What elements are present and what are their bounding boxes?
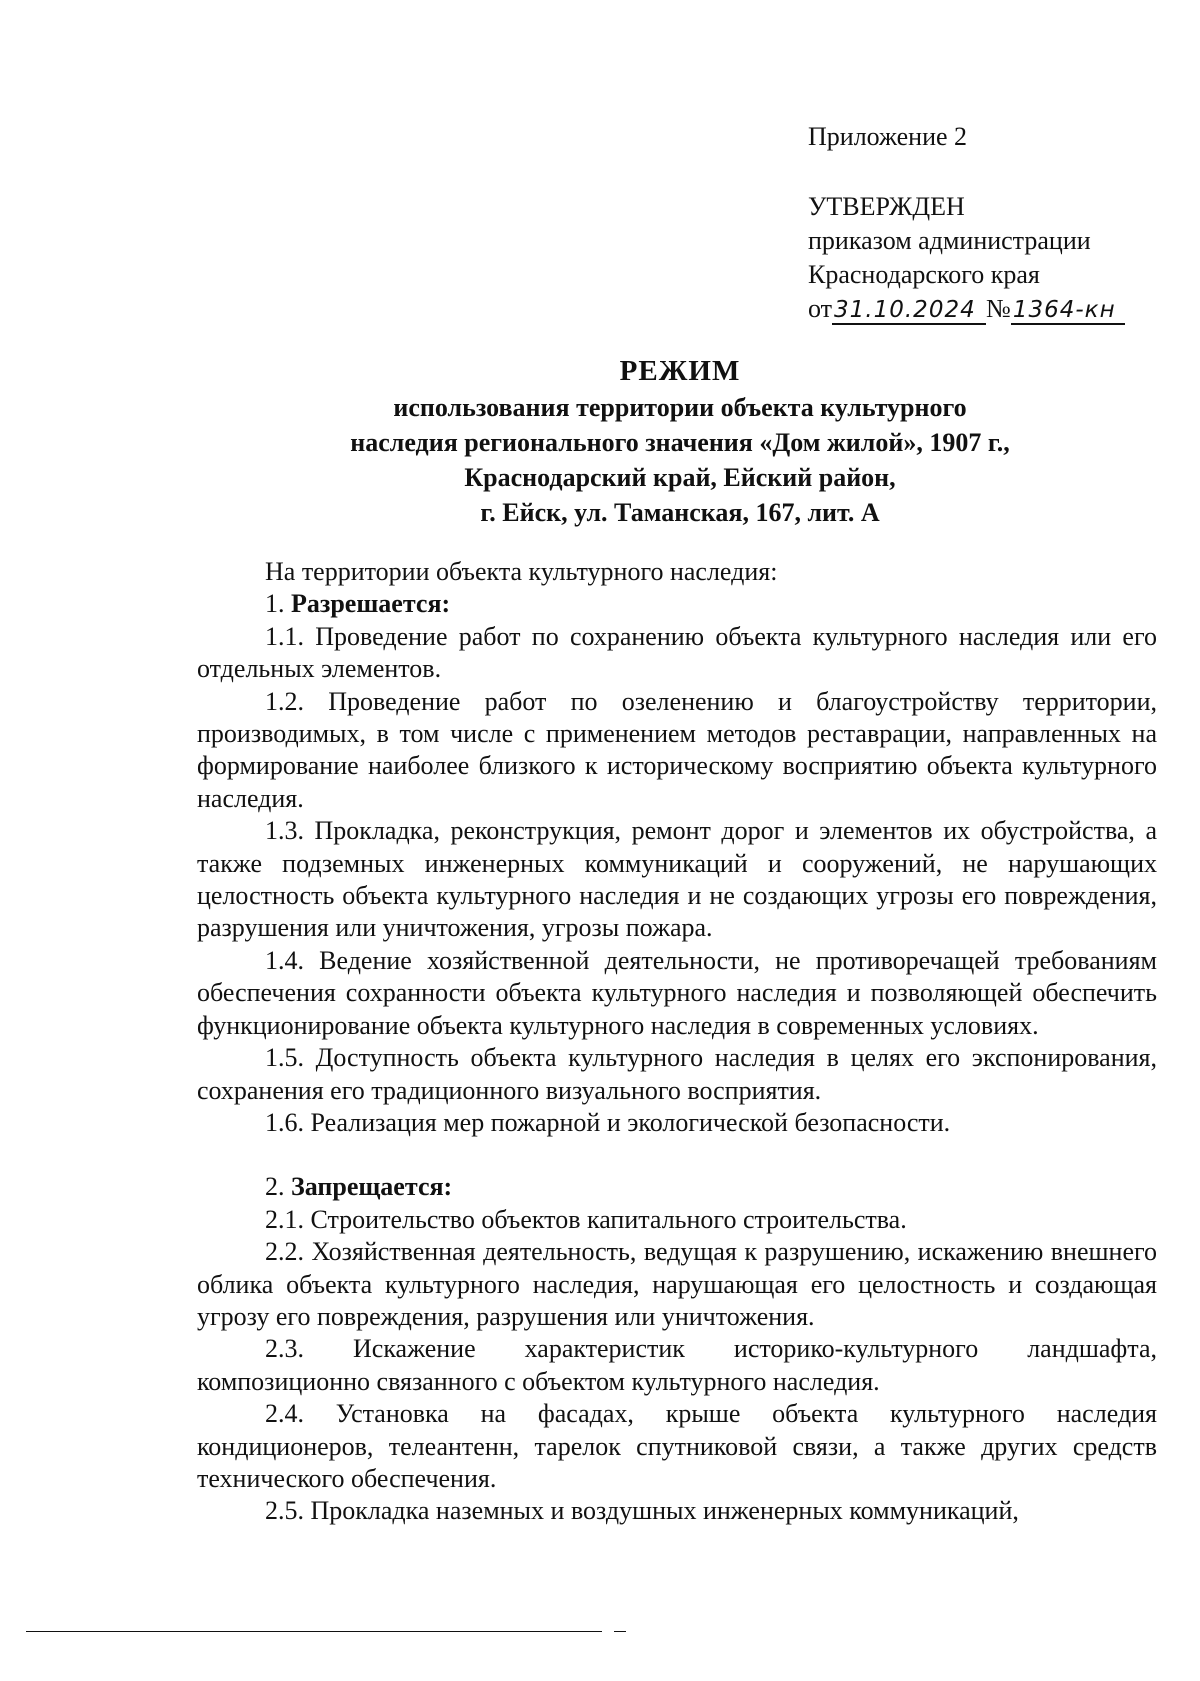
intro-paragraph: На территории объекта культурного наследия: [265, 557, 778, 586]
section-2-number: 2. [265, 1172, 285, 1202]
section-2-heading [197, 1171, 1157, 1203]
document-title [0, 354, 1200, 530]
section-1-heading [197, 588, 1157, 620]
item-2-5: 2.5. Прокладка наземных и воздушных инженерных коммуникаций, [265, 1496, 1019, 1526]
item-1-1: 1.1. Проведение работ по сохранению объекта культурного наследия или его отдельных элементов. [197, 621, 1157, 684]
item-2-1: 2.1. Строительство объектов капитального строительства. [265, 1204, 907, 1234]
item-2-4: 2.4. Установка на фасадах, крыше объекта культурного наследия кондиционеров, телеантенн, тарелок спутниковой связи, а также других средств технического обеспечения. [197, 1399, 1157, 1493]
document-body [197, 556, 1157, 1528]
title-line-3: Краснодарский край, Ейский район, [464, 463, 896, 492]
item-1-2: 1.2. Проведение работ по озеленению и благоустройству территории, производимых, в том числе с применением методов реставрации, направленных на формирование наиболее близкого к историческому восприятию объекта культурного наследия. [197, 686, 1157, 813]
title-line-2: наследия регионального значения «Дом жилой», 1907 г., [350, 428, 1010, 457]
item-1-6: 1.6. Реализация мер пожарной и экологической безопасности. [265, 1107, 951, 1137]
appendix-label: Приложение 2 [808, 122, 968, 151]
number-prefix: № [986, 294, 1011, 323]
item-2-2: 2.2. Хозяйственная деятельность, ведущая к разрушению, искажению внешнего облика объекта культурного наследия, нарушающая его целостность и создающая угрозу его повреждения, разрушения или уничтожения. [197, 1237, 1157, 1331]
handwritten-date: 31.10.2024 [832, 297, 986, 325]
item-1-3: 1.3. Прокладка, реконструкция, ремонт дорог и элементов их обустройства, а также подземных инженерных коммуникаций и сооружений, не нарушающих целостность объекта культурного наследия и не создающих угрозы его повреждения, разрушения или уничтожения, угрозы пожара. [197, 816, 1157, 943]
footer-rule [26, 1631, 602, 1632]
section-1-number: 1. [265, 589, 285, 619]
date-prefix: от [808, 294, 833, 323]
approved-by-line2: Краснодарского края [808, 260, 1040, 289]
item-1-5: 1.5. Доступность объекта культурного наследия в целях его экспонирования, сохранения его традиционного визуального восприятия. [197, 1043, 1157, 1105]
section-1-title: Разрешается: [291, 589, 451, 619]
handwritten-number: 1364-кн [1011, 297, 1125, 325]
approved-by-line1: приказом администрации [808, 226, 1091, 255]
title-main: РЕЖИМ [619, 355, 741, 387]
section-2-title: Запрещается: [291, 1172, 453, 1202]
title-line-1: использования территории объекта культурного [393, 393, 967, 422]
approval-block [808, 190, 1125, 326]
footer-dash [614, 1631, 626, 1632]
item-2-3: 2.3. Искажение характеристик историко-культурного ландшафта, композиционно связанного с объектом культурного наследия. [197, 1334, 1157, 1396]
approval-date-line [808, 292, 1125, 326]
approved-label: УТВЕРЖДЕН [808, 192, 965, 221]
title-line-4: г. Ейск, ул. Таманская, 167, лит. А [480, 498, 880, 527]
item-1-4: 1.4. Ведение хозяйственной деятельности, не противоречащей требованиям обеспечения сохранности объекта культурного наследия и позволяющей обеспечить функционирование объекта культурного наследия в современных условиях. [197, 945, 1157, 1040]
